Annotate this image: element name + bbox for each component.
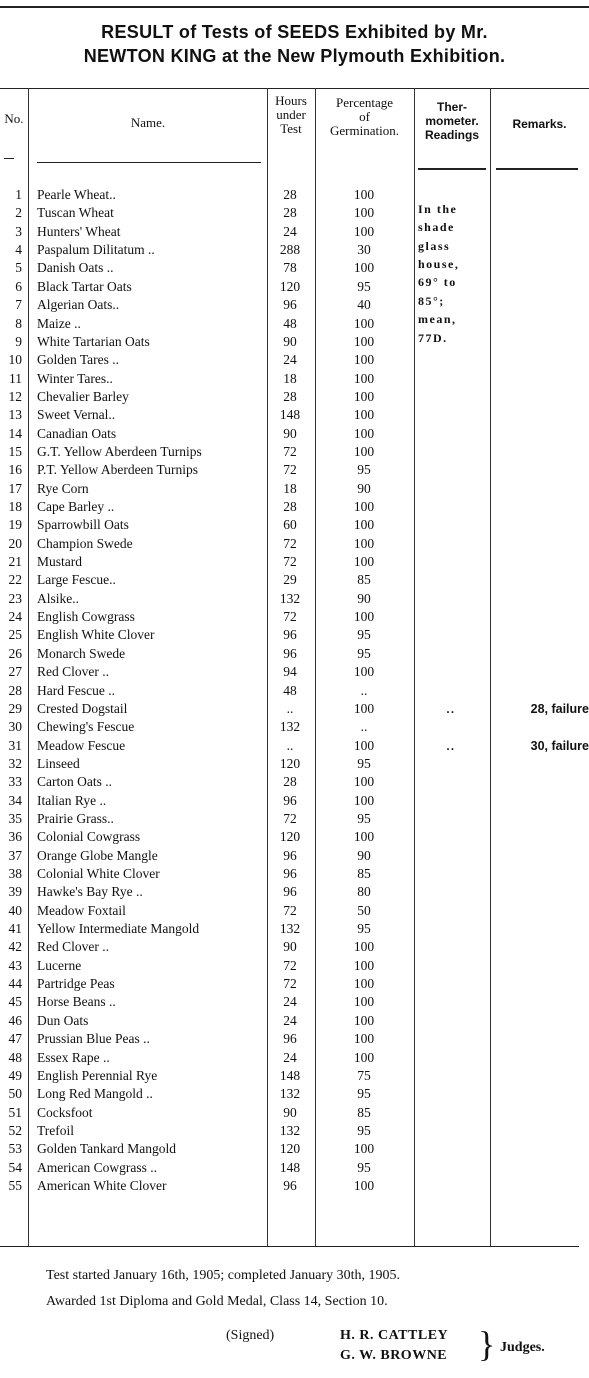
row-number: 45 — [8, 994, 22, 1010]
seed-name: Pearle Wheat.. — [37, 187, 116, 202]
seed-name: Large Fescue.. — [37, 572, 116, 588]
row-number: 54 — [8, 1159, 22, 1175]
row-number: 6 — [15, 278, 22, 294]
germination-percentage: 100 — [353, 829, 375, 845]
seed-name: Orange Globe Mangle — [37, 847, 158, 863]
seed-name: Winter Tares.. — [37, 370, 113, 386]
row-number: 5 — [15, 260, 22, 276]
hours-under-test: 72 — [283, 554, 297, 569]
hours-under-test: 288 — [279, 242, 301, 258]
row-number: 18 — [8, 499, 22, 514]
seed-name: Alsike.. — [37, 590, 79, 606]
seed-name: P.T. Yellow Aberdeen Turnips — [37, 462, 199, 478]
row-number: 13 — [8, 407, 22, 423]
title-line-1: RESULT of Tests of SEEDS Exhibited by Mr. — [101, 22, 488, 42]
header-thermo-rule — [418, 168, 486, 170]
thermometer-note-line: In the — [418, 202, 458, 216]
seed-name: Meadow Fescue — [37, 737, 126, 753]
germination-percentage: 100 — [353, 370, 375, 386]
seed-name: Paspalum Dilitatum .. — [37, 242, 155, 258]
row-number: 36 — [8, 829, 22, 845]
seed-name: Rye Corn — [37, 480, 89, 496]
hours-under-test: .. — [286, 737, 294, 753]
germination-percentage: 100 — [353, 1141, 375, 1157]
seed-name: Crested Dogstail — [37, 700, 128, 716]
row-number: 44 — [8, 976, 22, 992]
germination-percentage: 90 — [357, 590, 371, 606]
row-number: 22 — [8, 572, 22, 588]
seed-name: Golden Tankard Mangold — [37, 1141, 177, 1157]
germination-percentage: 100 — [353, 792, 375, 808]
germination-percentage: 100 — [353, 609, 375, 624]
hours-under-test: 96 — [283, 866, 297, 881]
thermometer-note-line: 77D. — [418, 330, 448, 345]
germination-percentage: .. — [360, 682, 368, 698]
germination-percentage: 100 — [353, 1012, 375, 1028]
row-number: 32 — [8, 755, 22, 771]
row-number: 19 — [8, 517, 22, 533]
hours-under-test: 72 — [283, 976, 297, 992]
row-number: 27 — [8, 664, 22, 680]
seed-name: Horse Beans .. — [37, 994, 116, 1010]
hours-under-test: 28 — [283, 774, 297, 790]
seed-name: Trefoil — [37, 1122, 75, 1138]
header-no-rule — [4, 158, 14, 159]
row-number: 17 — [8, 480, 22, 496]
germination-percentage: 85 — [357, 866, 371, 881]
hours-under-test: 78 — [283, 260, 297, 276]
germination-percentage: 100 — [353, 407, 375, 423]
hours-under-test: 24 — [283, 352, 297, 368]
germination-percentage: 90 — [357, 847, 371, 863]
row-number: 9 — [15, 333, 22, 349]
row-number: 23 — [8, 590, 22, 606]
hours-under-test: 96 — [283, 1031, 297, 1047]
germination-percentage: 100 — [353, 388, 375, 404]
row-number: 10 — [8, 352, 22, 368]
hours-under-test: 24 — [283, 223, 297, 239]
row-number: 33 — [8, 774, 22, 790]
row-number: 40 — [8, 902, 22, 918]
hours-under-test: 90 — [283, 1104, 297, 1120]
row-number: 14 — [8, 425, 22, 441]
seed-name: Algerian Oats.. — [37, 297, 120, 313]
row-number: 25 — [8, 627, 22, 643]
seed-name: Sweet Vernal.. — [37, 407, 116, 423]
germination-percentage: 100 — [353, 939, 375, 955]
hours-under-test: 28 — [283, 499, 297, 514]
row-number: 11 — [9, 370, 22, 386]
hours-under-test: 18 — [283, 370, 297, 386]
seed-name: G.T. Yellow Aberdeen Turnips — [37, 443, 202, 459]
row-number: 48 — [8, 1049, 22, 1065]
hours-under-test: 96 — [283, 297, 297, 313]
germination-percentage: 95 — [357, 810, 371, 826]
row-number: 21 — [8, 554, 22, 569]
header-name: Name. — [130, 115, 166, 130]
hours-under-test: 132 — [279, 1086, 301, 1102]
row-number: 7 — [15, 297, 22, 313]
germination-percentage: 100 — [353, 1031, 375, 1047]
header-thermometer: Ther- mometer. Readings — [424, 100, 479, 142]
seed-name: Canadian Oats — [37, 425, 117, 441]
thermometer-dots: .. — [446, 738, 456, 753]
hours-under-test: 60 — [283, 517, 297, 533]
hours-under-test: 148 — [279, 1159, 301, 1175]
hours-under-test: 96 — [283, 1177, 297, 1193]
seed-name: Black Tartar Oats — [37, 278, 132, 294]
germination-percentage: 100 — [353, 260, 375, 276]
seed-name: Hunters' Wheat — [37, 223, 121, 239]
row-number: 55 — [8, 1177, 22, 1193]
germination-percentage: 100 — [353, 315, 375, 331]
seed-name: Champion Swede — [37, 535, 133, 551]
row-number: 28 — [8, 682, 22, 698]
row-number: 38 — [8, 866, 22, 881]
hours-under-test: 72 — [283, 535, 297, 551]
row-number: 43 — [8, 957, 22, 973]
germination-percentage: 80 — [357, 884, 371, 900]
seed-name: Colonial Cowgrass — [37, 829, 141, 845]
germination-percentage: 100 — [353, 1049, 375, 1065]
test-dates: Test started January 16th, 1905; completed January 30th, 1905. — [46, 1268, 400, 1283]
germination-percentage: 100 — [353, 333, 375, 349]
germination-percentage: 100 — [353, 554, 375, 569]
judges-label: Judges. — [500, 1340, 545, 1355]
germination-percentage: 95 — [357, 645, 371, 661]
hours-under-test: 72 — [283, 443, 297, 459]
row-number: 47 — [8, 1031, 22, 1047]
thermometer-note-line: glass — [418, 238, 451, 253]
germination-percentage: 95 — [357, 1086, 371, 1102]
hours-under-test: 120 — [279, 1141, 301, 1157]
judge-browne: G. W. BROWNE — [340, 1348, 448, 1363]
hours-under-test: 96 — [283, 792, 297, 808]
germination-percentage: 95 — [357, 1159, 371, 1175]
hours-under-test: 28 — [283, 187, 297, 202]
hours-under-test: 120 — [279, 829, 301, 845]
title-line-2: NEWTON KING at the New Plymouth Exhibition. — [83, 46, 506, 66]
seed-name: Hawke's Bay Rye .. — [37, 884, 143, 900]
germination-percentage: 85 — [357, 572, 371, 588]
germination-percentage: 100 — [353, 535, 375, 551]
row-number: 8 — [15, 315, 22, 331]
row-number: 31 — [8, 737, 22, 753]
germination-percentage: 100 — [353, 352, 375, 368]
hours-under-test: 24 — [283, 1049, 297, 1065]
hours-under-test: 29 — [283, 572, 297, 588]
seed-name: Red Clover .. — [37, 939, 109, 955]
thermometer-note-line: 69° to — [418, 275, 457, 290]
seed-name: Essex Rape .. — [37, 1049, 110, 1065]
germination-percentage: 95 — [357, 1122, 371, 1138]
germination-percentage: 100 — [353, 1177, 375, 1193]
germination-percentage: 50 — [357, 902, 371, 918]
seed-name: Dun Oats — [37, 1012, 89, 1028]
header-percentage: Percentage of Germination. — [330, 95, 399, 138]
germination-percentage: 100 — [353, 517, 375, 533]
seed-name: Meadow Foxtail — [37, 902, 126, 918]
row-number: 4 — [15, 242, 22, 258]
hours-under-test: 96 — [283, 847, 297, 863]
row-number: 1 — [15, 187, 22, 202]
header-remarks-rule — [496, 168, 578, 170]
germination-percentage: 100 — [353, 664, 375, 680]
divider-thermo-remarks — [490, 88, 491, 1246]
hours-under-test: 72 — [283, 609, 297, 624]
hours-under-test: 48 — [283, 315, 297, 331]
germination-percentage: 100 — [353, 205, 375, 221]
hours-under-test: 132 — [279, 719, 301, 735]
remark: 30, failure — [530, 738, 589, 753]
hours-under-test: 90 — [283, 939, 297, 955]
row-number: 16 — [8, 462, 22, 478]
thermometer-note-line: 85°; — [418, 293, 445, 308]
row-number: 46 — [8, 1012, 22, 1028]
seed-name: Danish Oats .. — [37, 260, 114, 276]
germination-percentage: .. — [360, 719, 368, 735]
row-number: 42 — [8, 939, 22, 955]
germination-percentage: 100 — [353, 774, 375, 790]
divider-no-name — [28, 88, 29, 1246]
hours-under-test: 28 — [283, 388, 297, 404]
hours-under-test: 28 — [283, 205, 297, 221]
germination-percentage: 100 — [353, 700, 375, 716]
thermometer-note-line: shade — [418, 220, 455, 235]
germination-percentage: 95 — [357, 755, 371, 771]
seed-name: Maize .. — [37, 315, 81, 331]
row-number: 51 — [8, 1104, 22, 1120]
judge-cattley: H. R. CATTLEY — [340, 1328, 449, 1343]
hours-under-test: 96 — [283, 645, 297, 661]
row-number: 2 — [15, 205, 22, 221]
seed-name: Golden Tares .. — [37, 352, 120, 368]
germination-percentage: 40 — [357, 297, 371, 313]
hours-under-test: 18 — [283, 480, 297, 496]
hours-under-test: 72 — [283, 462, 297, 478]
header-no: No. — [4, 111, 24, 126]
header-remarks: Remarks. — [512, 117, 567, 131]
seed-name: Red Clover .. — [37, 664, 109, 680]
seed-name: Colonial White Clover — [37, 866, 160, 881]
hours-under-test: 148 — [279, 407, 301, 423]
germination-percentage: 100 — [353, 223, 375, 239]
germination-percentage: 100 — [353, 976, 375, 992]
seed-name: Cape Barley .. — [37, 499, 115, 514]
germination-percentage: 100 — [353, 499, 375, 514]
seed-name: American Cowgrass .. — [37, 1159, 157, 1175]
germination-percentage: 100 — [353, 957, 375, 973]
germination-percentage: 95 — [357, 921, 371, 936]
hours-under-test: 148 — [279, 1067, 301, 1083]
row-number: 53 — [8, 1141, 22, 1157]
row-number: 35 — [8, 810, 22, 826]
seed-name: Partridge Peas — [37, 976, 115, 992]
germination-percentage: 100 — [353, 994, 375, 1010]
thermometer-note-line: mean, — [418, 312, 457, 327]
seed-name: Prairie Grass.. — [37, 810, 114, 826]
seed-name: American White Clover — [37, 1177, 167, 1193]
germination-percentage: 75 — [357, 1067, 371, 1083]
seed-name: Chevalier Barley — [37, 388, 129, 404]
row-number: 37 — [8, 847, 22, 863]
hours-under-test: 96 — [283, 884, 297, 900]
germination-percentage: 100 — [353, 443, 375, 459]
seed-name: Tuscan Wheat — [37, 205, 114, 221]
seed-name: English Cowgrass — [37, 609, 135, 624]
hours-under-test: 24 — [283, 994, 297, 1010]
hours-under-test: .. — [286, 700, 294, 716]
row-number: 3 — [15, 223, 22, 239]
germination-percentage: 90 — [357, 480, 371, 496]
seed-name: Lucerne — [37, 957, 82, 973]
row-number: 24 — [8, 609, 22, 624]
germination-percentage: 95 — [357, 462, 371, 478]
seed-name: Linseed — [37, 755, 80, 771]
top-rule — [0, 6, 589, 8]
judges-brace: } — [478, 1324, 496, 1364]
seed-name: Italian Rye .. — [37, 792, 107, 808]
row-number: 15 — [8, 443, 22, 459]
divider-pct-thermo — [414, 88, 415, 1246]
row-number: 12 — [8, 388, 22, 404]
germination-percentage: 100 — [353, 187, 375, 202]
row-number: 39 — [8, 884, 22, 900]
seed-name: Prussian Blue Peas .. — [37, 1031, 150, 1047]
germination-percentage: 85 — [357, 1104, 371, 1120]
germination-percentage: 95 — [357, 278, 371, 294]
hours-under-test: 90 — [283, 425, 297, 441]
row-number: 29 — [8, 700, 22, 716]
row-number: 34 — [8, 792, 22, 808]
germination-percentage: 100 — [353, 737, 375, 753]
seed-name: White Tartarian Oats — [37, 333, 150, 349]
seed-name: Long Red Mangold .. — [37, 1086, 153, 1102]
hours-under-test: 120 — [279, 278, 301, 294]
hours-under-test: 24 — [283, 1012, 297, 1028]
award-line: Awarded 1st Diploma and Gold Medal, Class 14, Section 10. — [46, 1294, 388, 1309]
hours-under-test: 90 — [283, 333, 297, 349]
row-number: 41 — [8, 921, 22, 936]
seed-name: Chewing's Fescue — [37, 719, 135, 735]
row-number: 26 — [8, 645, 22, 661]
hours-under-test: 72 — [283, 810, 297, 826]
hours-under-test: 96 — [283, 627, 297, 643]
header-top-rule — [0, 88, 589, 89]
germination-percentage: 100 — [353, 425, 375, 441]
header-name-rule — [37, 162, 261, 163]
thermometer-dots: .. — [446, 701, 456, 716]
row-number: 49 — [8, 1067, 22, 1083]
germination-percentage: 30 — [357, 242, 371, 258]
hours-under-test: 72 — [283, 957, 297, 973]
seed-name: English Perennial Rye — [37, 1067, 158, 1083]
remark: 28, failure — [530, 701, 589, 716]
header-hours: Hours under Test — [275, 93, 307, 136]
hours-under-test: 120 — [279, 755, 301, 771]
hours-under-test: 132 — [279, 590, 301, 606]
row-number: 52 — [8, 1122, 22, 1138]
hours-under-test: 48 — [283, 682, 297, 698]
signed-label: (Signed) — [226, 1328, 275, 1343]
table-bottom-rule — [0, 1246, 579, 1247]
row-number: 50 — [8, 1086, 22, 1102]
row-number: 30 — [8, 719, 22, 735]
hours-under-test: 132 — [279, 921, 301, 936]
seed-name: English White Clover — [37, 627, 155, 643]
seed-name: Hard Fescue .. — [37, 682, 115, 698]
germination-percentage: 95 — [357, 627, 371, 643]
thermometer-note-line: house, — [418, 257, 460, 272]
seed-name: Carton Oats .. — [37, 774, 112, 790]
seed-name: Yellow Intermediate Mangold — [37, 921, 200, 936]
hours-under-test: 94 — [283, 664, 297, 680]
seed-name: Sparrowbill Oats — [37, 517, 129, 533]
seed-name: Mustard — [37, 554, 82, 569]
seed-name: Monarch Swede — [37, 645, 126, 661]
seed-name: Cocksfoot — [37, 1104, 93, 1120]
hours-under-test: 132 — [279, 1122, 301, 1138]
hours-under-test: 72 — [283, 902, 297, 918]
row-number: 20 — [8, 535, 22, 551]
